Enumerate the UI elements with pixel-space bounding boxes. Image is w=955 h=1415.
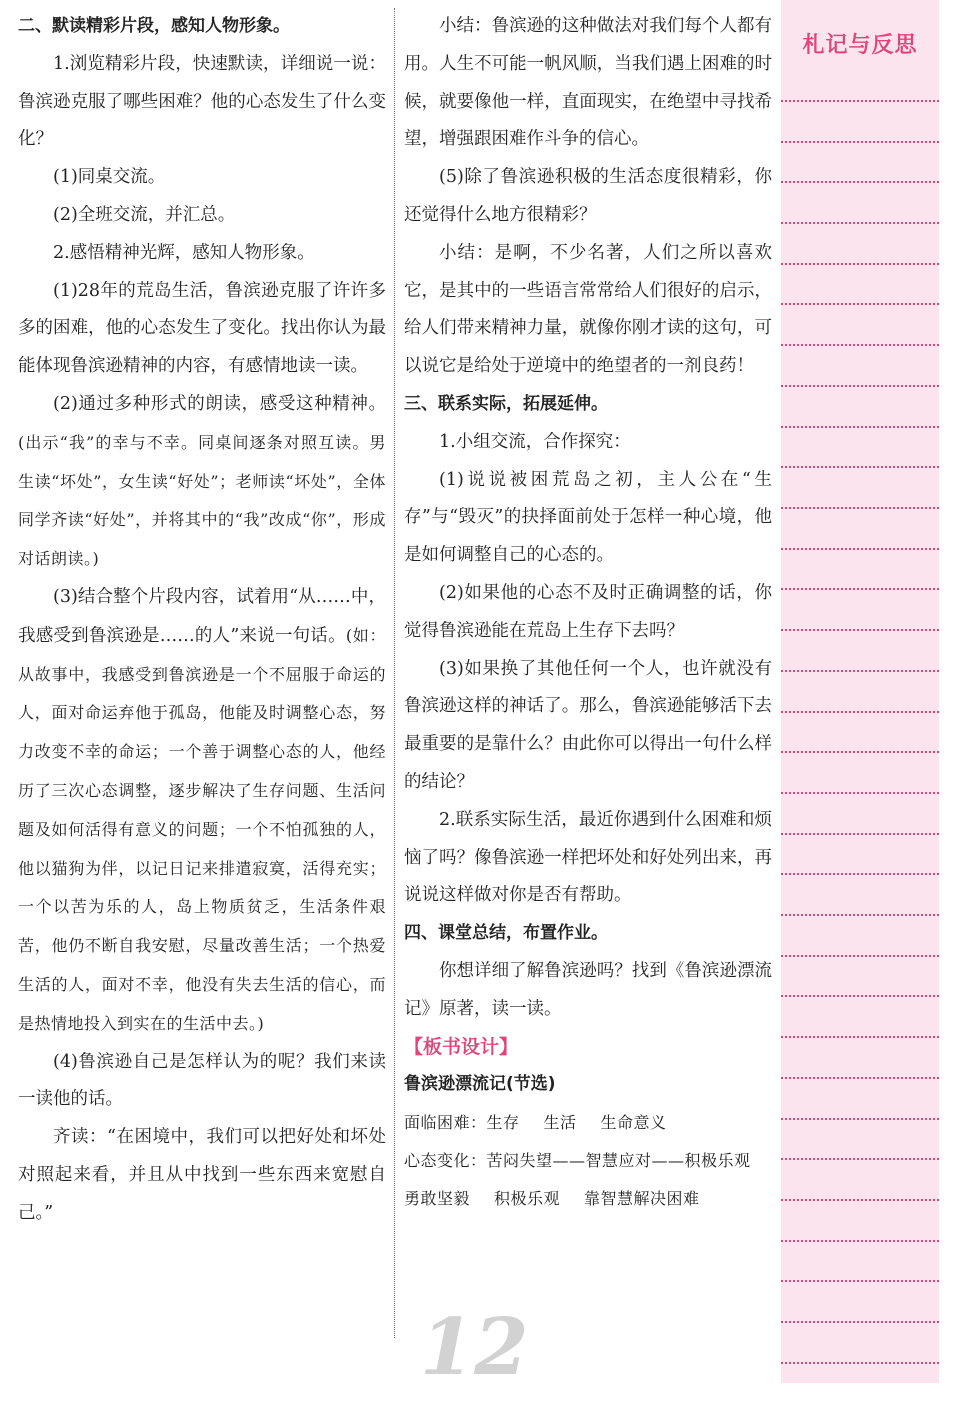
- note-line: [781, 385, 939, 387]
- board-item: 勇敢坚毅: [404, 1188, 471, 1208]
- note-line: [781, 426, 939, 428]
- page-number: 12: [420, 1302, 529, 1393]
- board-item: 生存: [486, 1113, 520, 1133]
- note-line: [781, 466, 939, 468]
- board-row-label: 面临困难：: [404, 1113, 487, 1133]
- paragraph: (2)全班交流，并汇总。: [53, 204, 236, 225]
- note-line: [781, 833, 939, 835]
- note-line: [781, 303, 939, 305]
- note-line: [781, 955, 939, 957]
- paragraph: 你想详细了解鲁滨逊吗？找到《鲁滨逊漂流记》原著，读一读。: [404, 960, 772, 1019]
- paragraph-text: (2)通过多种形式的朗读，感受这种精神。: [53, 393, 386, 414]
- left-column: [18, 8, 386, 1233]
- note-line: [781, 1077, 939, 1079]
- paragraph: (4)鲁滨逊自己是怎样认为的呢？我们来读一读他的话。: [18, 1051, 386, 1110]
- teaching-note: (如：从故事中，我感受到鲁滨逊是一个不屈服于命运的人，面对命运弃他于孤岛，他能及时调整心态，努力改变不幸的命运；一个善于调整心态的人，他经历了三次心态调整，逐步解决了生存问题、生活问题及如何活得有意义的问题；一个不怕孤独的人，他以猫狗为伴，以记日记来排遣寂寞，活得充实；一个以苦为乐的人，岛上物质贫乏，生活条件艰苦，他仍不断自我安慰，尽量改善生活；一个热爱生活的人，面对不幸，他没有失去生活的信心，而是热情地投入到实在的生活中去。): [18, 625, 386, 1033]
- note-line: [781, 263, 939, 265]
- section-heading: 四、课堂总结，布置作业。: [404, 923, 608, 944]
- board-item: 生命意义: [600, 1113, 667, 1133]
- section-heading: 三、联系实际，拓展延伸。: [404, 393, 608, 414]
- paragraph: (1)28年的荒岛生活，鲁滨逊克服了许许多多的困难，他的心态发生了变化。找出你认为最能体现鲁滨逊精神的内容，有感情地读一读。: [18, 280, 386, 377]
- paragraph: (2)如果他的心态不及时正确调整的话，你觉得鲁滨逊能在荒岛上生存下去吗？: [404, 582, 772, 641]
- middle-column: [404, 8, 772, 1218]
- note-line: [781, 670, 939, 672]
- paragraph: 1.浏览精彩片段，快速默读，详细说一说：鲁滨逊克服了哪些困难？他的心态发生了什么变化？: [18, 53, 386, 150]
- note-line: [781, 181, 939, 183]
- note-line: [781, 1118, 939, 1120]
- paragraph: (5)除了鲁滨逊积极的生活态度很精彩，你还觉得什么地方很精彩？: [404, 167, 772, 225]
- paragraph: 小结：是啊，不少名著，人们之所以喜欢它，是其中的一些语言常常给人们很好的启示，给人们带来精神力量，就像你刚才读的这句，可以说它是给处于逆境中的绝望者的一剂良药！: [404, 242, 772, 377]
- note-line: [781, 141, 939, 143]
- teaching-note: (出示“我”的幸与不幸。同桌间逐条对照互读。男生读“坏处”，女生读“好处”；老师读“坏处”，全体同学齐读“好处”，并将其中的“我”改成“你”，形成对话朗读。): [18, 432, 386, 569]
- board-row-qualities: [404, 1180, 772, 1218]
- note-line: [781, 1158, 939, 1160]
- note-line: [781, 1362, 939, 1364]
- board-row-mindset: 心态变化：苦闷失望——智慧应对——积极乐观: [404, 1150, 751, 1170]
- note-line: [781, 792, 939, 794]
- paragraph: 2.联系实际生活，最近你遇到什么困难和烦恼了吗？像鲁滨逊一样把坏处和好处列出来，再说说这样做对你是否有帮助。: [404, 809, 772, 906]
- section-heading: 二、默读精彩片段，感知人物形象。: [18, 16, 290, 36]
- column-divider: [394, 8, 395, 1338]
- note-line: [781, 1240, 939, 1242]
- paragraph: (3)如果换了其他任何一个人，也许就没有鲁滨逊这样的神话了。那么，鲁滨逊能够活下去最重要的是靠什么？由此你可以得出一句什么样的结论？: [404, 658, 772, 792]
- note-line: [781, 1321, 939, 1323]
- note-line: [781, 873, 939, 875]
- board-item: 生活: [543, 1113, 577, 1133]
- paragraph: [18, 386, 386, 579]
- note-line: [781, 995, 939, 997]
- board-item: 积极乐观: [494, 1188, 561, 1208]
- note-line: [781, 344, 939, 346]
- paragraph: 1.小组交流，合作探究：: [439, 431, 631, 452]
- paragraph-text: (3)结合整个片段内容，试着用“从……中，我感受到鲁滨逊是……的人”来说一句话。: [18, 586, 386, 646]
- note-line: [781, 548, 939, 550]
- sidebar-title: 札记与反思: [802, 33, 918, 58]
- note-line: [781, 1280, 939, 1282]
- notes-sidebar: [781, 0, 939, 1383]
- note-line: [781, 629, 939, 631]
- paragraph: 小结：鲁滨逊的这种做法对我们每个人都有用。人生不可能一帆风顺，当我们遇上困难的时候，就要像他一样，直面现实，在绝望中寻找希望，增强跟困难作斗争的信心。: [404, 16, 772, 150]
- paragraph: [18, 579, 386, 1044]
- board-item: 靠智慧解决困难: [584, 1188, 700, 1208]
- paragraph: (1)说说被困荒岛之初，主人公在“生存”与“毁灭”的抉择面前处于怎样一种心境，他是如何调整自己的心态的。: [404, 469, 772, 566]
- paragraph: 2.感悟精神光辉，感知人物形象。: [53, 242, 315, 263]
- note-line: [781, 914, 939, 916]
- note-line: [781, 100, 939, 102]
- board-row-difficulties: [404, 1104, 772, 1142]
- note-line: [781, 222, 939, 224]
- note-line: [781, 751, 939, 753]
- note-line: [781, 1199, 939, 1201]
- note-line: [781, 507, 939, 509]
- note-line: [781, 711, 939, 713]
- board-design-label: 【板书设计】: [404, 1035, 519, 1058]
- paragraph: 齐读：“在困境中，我们可以把好处和坏处对照起来看，并且从中找到一些东西来宽慰自己。”: [18, 1127, 386, 1223]
- board-design-title: 鲁滨逊漂流记(节选): [404, 1074, 556, 1095]
- note-line: [781, 588, 939, 590]
- note-line: [781, 1036, 939, 1038]
- paragraph: (1)同桌交流。: [53, 167, 166, 188]
